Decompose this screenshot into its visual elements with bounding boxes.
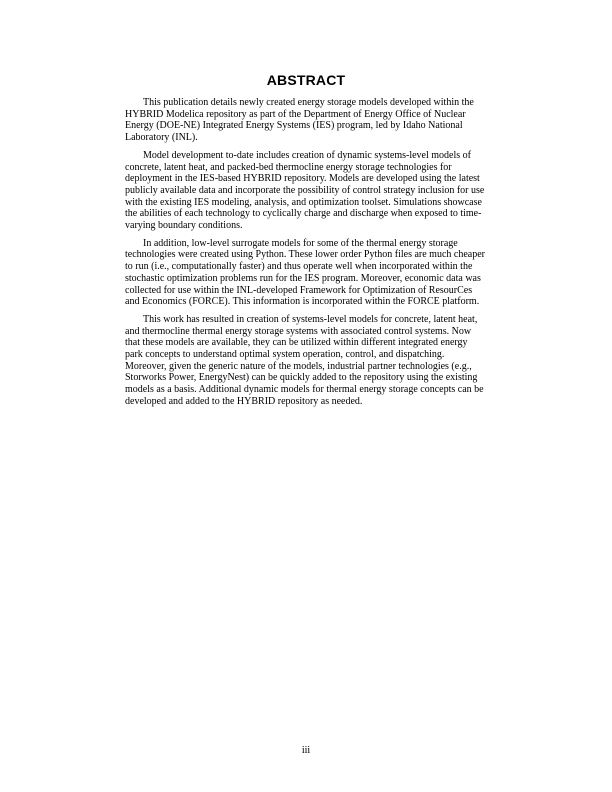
abstract-heading: ABSTRACT xyxy=(266,72,346,88)
abstract-paragraph-3: In addition, low-level surrogate models for some of the thermal energy storage technologies were created using Python. These lower order Python files are much cheaper to run (i.e., computationally faster) and thus operate well when incorporated within the stochastic optimization problems run for the IES program. Moreover, economic data was collected for use within the INL-developed Framework for Optimization of ResourCes and Economics (FORCE). This information is incorporated within the FORCE platform. xyxy=(125,237,485,308)
page-number: iii xyxy=(301,745,311,756)
abstract-paragraph-1: This publication details newly created energy storage models developed within the HYBRID Modelica repository as part of the Department of Energy Office of Nuclear Energy (DOE-NE) Integrated Energy Systems (IES) program, led by Idaho National Laboratory (INL). xyxy=(125,97,474,144)
abstract-paragraph-2: Model development to-date includes creation of dynamic systems-level models of concrete, latent heat, and packed-bed thermocline energy storage technologies for deployment in the IES-based HYBRID repository. Models are developed using the latest publicly available data and incorporate the possibility of control strategy inclusion for use with the existing IES modeling, analysis, and optimization toolset. Simulations showcase the abilities of each technology to cyclically charge and discharge when exposed to time-varying boundary conditions. xyxy=(125,149,485,232)
abstract-body xyxy=(125,97,487,414)
abstract-paragraph-4: This work has resulted in creation of systems-level models for concrete, latent heat, and thermocline thermal energy storage systems with associated control systems. Now that these models are available, they can be utilized within different integrated energy park concepts to understand optimal system operation, control, and dispatching. Moreover, given the generic nature of the models, industrial partner technologies (e.g., Storworks Power, EnergyNest) can be quickly added to the repository using the existing models as a basis. Additional dynamic models for thermal energy storage concepts can be developed and added to the HYBRID repository as needed. xyxy=(125,313,484,407)
